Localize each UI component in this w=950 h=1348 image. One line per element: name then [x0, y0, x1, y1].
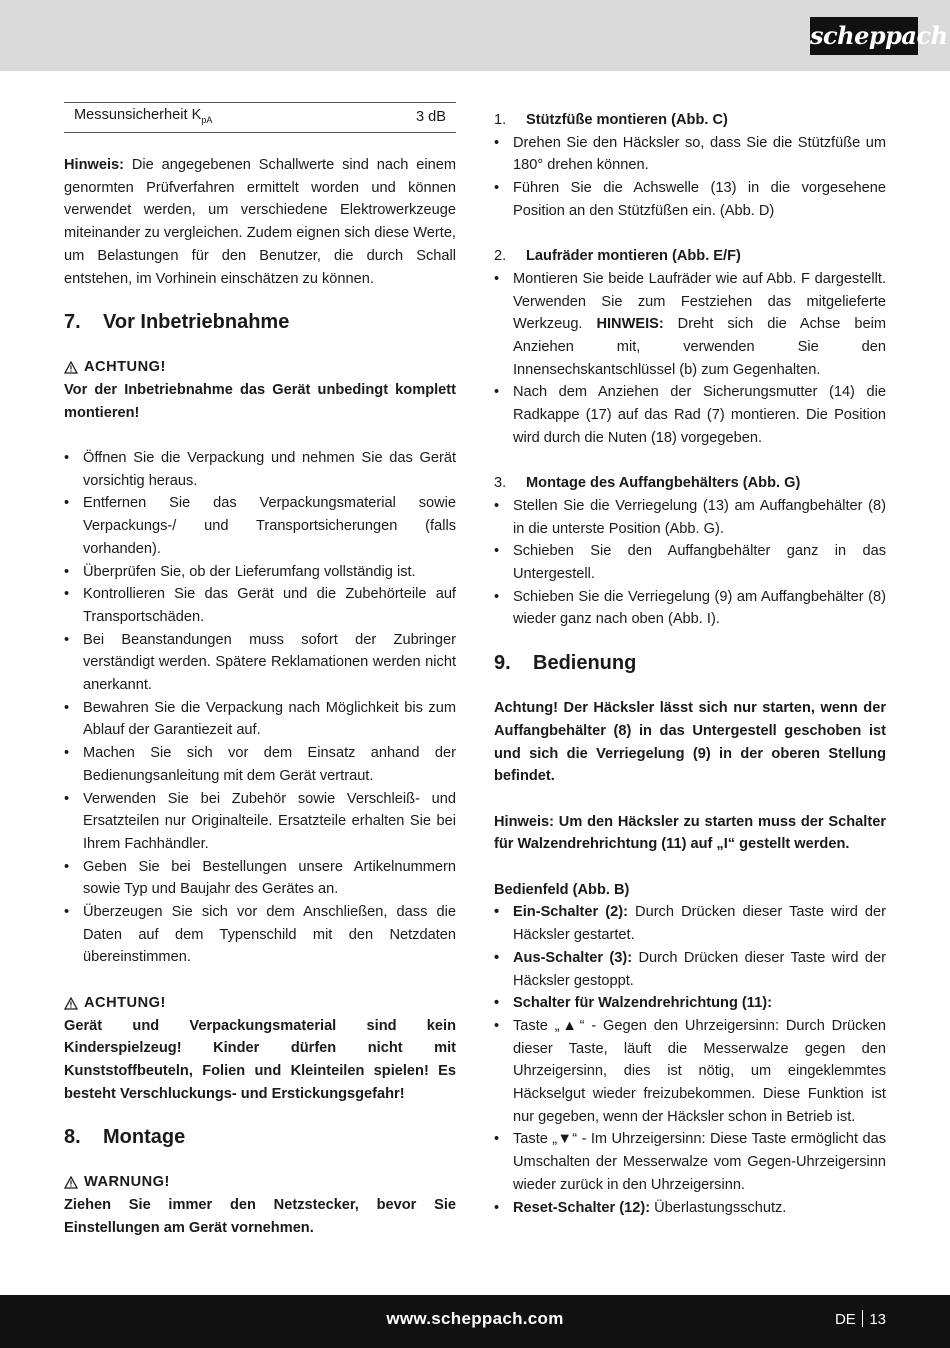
control-panel-title: Bedienfeld (Abb. B) [494, 881, 630, 898]
warning-2-title: ACHTUNG! [64, 992, 456, 1015]
list-item: • Taste „▼“ - Im Uhrzeigersinn: Diese Taste ermöglicht das Umschalten der Messerwalze vom Gegen-Uhrzeigersinn wieder zurück in den Uhrzeigersinn. [494, 1128, 886, 1196]
attention-text: Achtung! Der Häcksler lässt sich nur starten, wenn der Auffangbehälter (8) in das Untergestell geschoben ist und sich die Verriegelung (9) in der oberen Stellung befindet. [494, 700, 886, 785]
list-item: • Überprüfen Sie, ob der Lieferumfang vollständig ist. [64, 561, 456, 584]
step-3-heading: 3. Montage des Auffangbehälters (Abb. G) [494, 475, 801, 492]
list-item: • Nach dem Anziehen der Sicherungsmutter (14) die Radkappe (17) auf das Rad (7) montieren. Die Position wird durch die Nuten (18) vorgegeben. [494, 381, 886, 449]
section-7-heading: 7. Vor Inbetriebnahme [64, 311, 290, 334]
step-2-list [494, 268, 886, 450]
list-item: • Aus-Schalter (3): Durch Drücken dieser Taste wird der Häcksler gestoppt. [494, 947, 886, 992]
warning-3-text: Ziehen Sie immer den Netzstecker, bevor Sie Einstellungen am Gerät vornehmen. [64, 1197, 456, 1236]
control-panel-list [494, 901, 886, 1219]
warning-2-text: Gerät und Verpackungsmaterial sind kein Kinderspielzeug! Kinder dürfen nicht mit Kunststoffbeuteln, Folien und Kleinteilen spielen! Es besteht Verschluckungs- und Erstickungsgefahr! [64, 1017, 456, 1102]
section-8-heading: 8. Montage [64, 1126, 186, 1149]
page-separator [862, 1310, 864, 1327]
list-item: • Bewahren Sie die Verpackung nach Möglichkeit bis zum Ablauf der Garantiezeit auf. [64, 697, 456, 742]
list-item: • Machen Sie sich vor dem Einsatz anhand der Bedienungsanleitung mit dem Gerät vertraut. [64, 742, 456, 787]
list-item: • Öffnen Sie die Verpackung und nehmen Sie das Gerät vorsichtig heraus. [64, 447, 456, 492]
list-item: • Drehen Sie den Häcksler so, dass Sie die Stützfüße um 180° drehen können. [494, 132, 886, 177]
left-column [64, 102, 456, 1240]
list-item: • Überzeugen Sie sich vor dem Anschließen, dass die Daten auf dem Typenschild mit den Netzdaten übereinstimmen. [64, 901, 456, 969]
right-column [494, 109, 886, 1219]
warning-triangle-icon [64, 997, 78, 1010]
warning-1-text: Vor der Inbetriebnahme das Gerät unbedingt komplett montieren! [64, 381, 456, 421]
list-item: • Führen Sie die Achswelle (13) in die vorgesehene Position an den Stützfüßen ein. (Abb. D) [494, 177, 886, 222]
step-1-list [494, 132, 886, 223]
list-item: • Kontrollieren Sie das Gerät und die Zubehörteile auf Transportschäden. [64, 583, 456, 628]
list-item: • Ein-Schalter (2): Durch Drücken dieser Taste wird der Häcksler gestartet. [494, 901, 886, 946]
spec-value: 3 dB [415, 109, 446, 126]
website-link[interactable]: www.scheppach.com [386, 1309, 564, 1328]
warning-3-title: WARNUNG! [64, 1171, 456, 1194]
spec-label: Messunsicherheit $K_{pA}$ [74, 106, 213, 125]
list-item: • Stellen Sie die Verriegelung (13) am Auffangbehälter (8) in die unterste Position (Abb. G). [494, 495, 886, 540]
spec-row-measurement-uncertainty [64, 102, 456, 133]
step-2-heading: 2. Laufräder montieren (Abb. E/F) [494, 248, 741, 265]
page-number: 13 [869, 1311, 886, 1328]
list-item: • Verwenden Sie bei Zubehör sowie Verschleiß- und Ersatzteilen nur Originalteile. Ersatzteile erhalten Sie bei Ihrem Fachhändler. [64, 788, 456, 856]
list-item: • Entfernen Sie das Verpackungsmaterial sowie Verpackungs-/ und Transportsicherungen (falls vorhanden). [64, 492, 456, 560]
page-indicator [835, 1309, 886, 1332]
section-9-heading: 9. Bedienung [494, 652, 637, 675]
list-item: • Schieben Sie die Verriegelung (9) am Auffangbehälter (8) wieder ganz nach oben (Abb. I). [494, 586, 886, 631]
footer-bar [0, 1295, 950, 1348]
preparation-list [64, 447, 456, 969]
list-item: • Schieben Sie den Auffangbehälter ganz in das Untergestell. [494, 540, 886, 585]
list-item: • Taste „▲“ - Gegen den Uhrzeigersinn: Durch Drücken dieser Taste, läuft die Messerwalze gegen den Uhrzeigersinn, dies ist nötig, um eingeklemmtes Häckselgut wieder freizubekommen. Diese Funktion ist nur gegeben, wenn der Häcksler schon in Betrieb ist. [494, 1015, 886, 1129]
noise-note: Hinweis: Die angegebenen Schallwerte sind nach einem genormten Prüfverfahren ermittelt worden und können verwendet werden, um verschiedene Elektrowerkzeuge miteinander zu vergleichen. Zudem eignen sich diese Werte, um Belastungen für den Benutzer, die durch Schall entstehen, im Vorhinein einschätzen zu können. [64, 157, 456, 287]
list-item: • Schalter für Walzendrehrichtung (11): [494, 992, 886, 1015]
warning-1-title: ACHTUNG! [64, 356, 456, 379]
step-3-list [494, 495, 886, 631]
list-item: • Montieren Sie beide Laufräder wie auf Abb. F dargestellt. Verwenden Sie zum Festziehen das mitgelieferte Werkzeug. HINWEIS: Dreht sich die Achse beim Anziehen mit, verwenden Sie den Innensechskantschlüssel (b) zum Gegenhalten. [494, 268, 886, 382]
warning-triangle-icon [64, 1176, 78, 1189]
brand-logo: scheppach [810, 17, 918, 55]
hint-text: Hinweis: Um den Häcksler zu starten muss der Schalter für Walzendrehrichtung (11) auf „I“ gestellt werden. [494, 813, 886, 853]
step-1-heading: 1. Stützfüße montieren (Abb. C) [494, 112, 728, 128]
header-bar [0, 0, 950, 71]
list-item: • Reset-Schalter (12): Überlastungsschutz. [494, 1197, 886, 1220]
language-code: DE [834, 1311, 856, 1328]
list-item: • Bei Beanstandungen muss sofort der Zubringer verständigt werden. Spätere Reklamationen werden nicht anerkannt. [64, 629, 456, 697]
list-item: • Geben Sie bei Bestellungen unsere Artikelnummern sowie Typ und Baujahr des Gerätes an. [64, 856, 456, 901]
warning-triangle-icon [64, 361, 78, 374]
